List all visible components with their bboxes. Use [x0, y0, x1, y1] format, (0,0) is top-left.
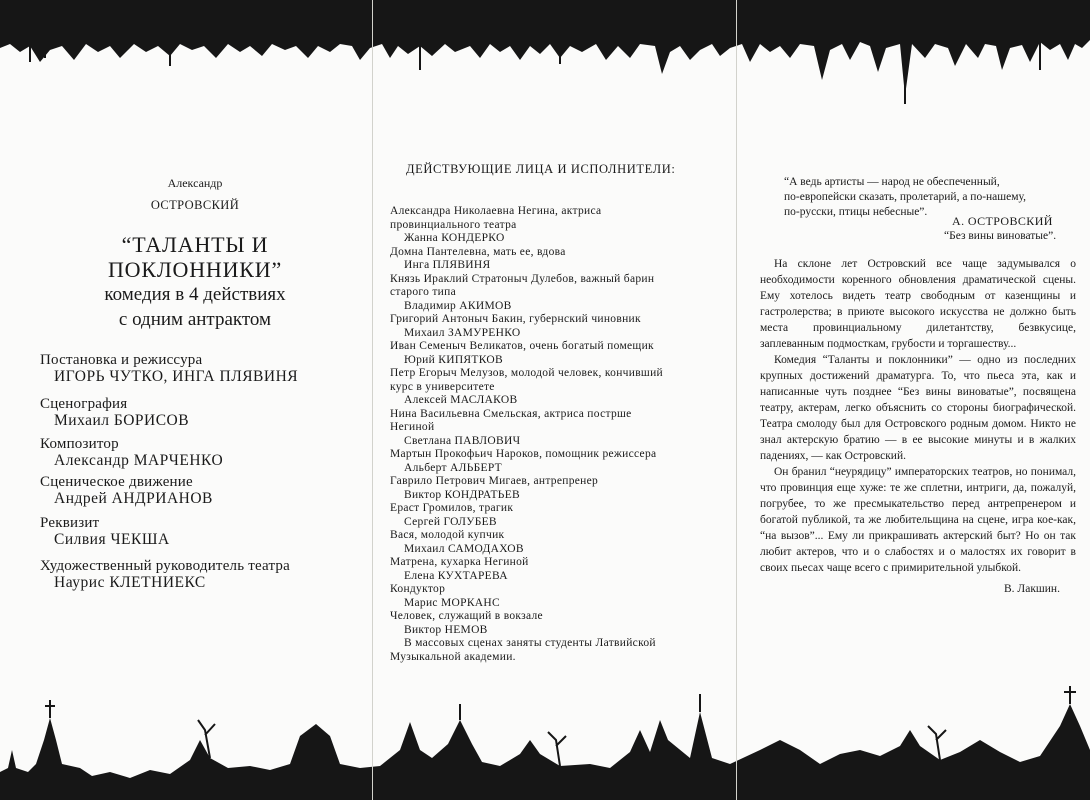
cast-role: Негиной	[390, 421, 435, 433]
cast-actor: Светлана ПАВЛОВИЧ	[404, 434, 521, 447]
credit-role: Реквизит	[40, 515, 100, 531]
play-subtitle-line2: с одним антрактом	[118, 309, 272, 330]
cast-actor: Юрий КИПЯТКОВ	[404, 353, 503, 366]
credit-name: ИГОРЬ ЧУТКО, ИНГА ПЛЯВИНЯ	[54, 368, 299, 385]
credit-role: Сценическое движение	[40, 474, 193, 490]
play-subtitle-line1: комедия в 4 действиях	[104, 284, 286, 305]
cast-actor: Марис МОРКАНС	[404, 596, 500, 609]
play-title-line2: ПОКЛОННИКИ”	[107, 257, 283, 282]
cast-actor: Михаил ЗАМУРЕНКО	[404, 326, 521, 339]
cast-actor: Михаил САМОДАХОВ	[404, 542, 524, 555]
cast-role: старого типа	[390, 286, 456, 298]
epigraph-line2: по-европейски сказать, пролетарий, а по-нашему,	[784, 191, 1026, 203]
cast-actor: Инга ПЛЯВИНЯ	[404, 259, 491, 271]
epigraph-line3: по-русски, птицы небесные”.	[784, 206, 928, 218]
cast-actor: Виктор КОНДРАТЬЕВ	[404, 488, 520, 501]
bottom-silhouette-illustration	[0, 680, 1090, 800]
cast-role: курс в университете	[390, 380, 495, 393]
credit-name: Андрей АНДРИАНОВ	[54, 490, 213, 507]
page-fold-left	[372, 0, 373, 800]
cast-actor: Елена КУХТАРЕВА	[404, 569, 508, 582]
cast-role: Кондуктор	[390, 583, 446, 595]
credit-role: Сценография	[40, 396, 128, 412]
cast-role: Матрена, кухарка Негиной	[390, 556, 529, 568]
credit-name: Александр МАРЧЕНКО	[54, 452, 224, 469]
essay-paragraph: Он бранил “неурядицу” императорских театров, но понимал, что провинция еще хуже: те же сплетни, интриги, да, пожалуй, погрубее, то же пресмыкательство перед антрепренером и богатой публикой, та же любительщина на сцене, игра кое-как, “на вызов”... Ему ли прикрашивать актерский быт? Но он так любит актеров, что и о слабостях и о малостях их говорит в своих пьесах чаще всего с примирительной улыбкой.	[760, 466, 1076, 574]
cast-heading: ДЕЙСТВУЮЩИЕ ЛИЦА И ИСПОЛНИТЕЛИ:	[406, 162, 676, 176]
cast-actor: В массовых сценах заняты студенты Латвийской	[404, 637, 656, 649]
essay-signature: В. Лакшин.	[1004, 583, 1060, 595]
credit-name: Михаил БОРИСОВ	[54, 412, 190, 429]
author-first-name-text: Александр	[167, 176, 223, 190]
cast-role: провинциального театра	[390, 218, 517, 231]
cast-actor: Жанна КОНДЕРКО	[404, 232, 505, 244]
page-fold-right	[736, 0, 737, 800]
credit-role: Композитор	[40, 436, 119, 452]
cast-role: Гаврило Петрович Мигаев, антрепренер	[390, 475, 599, 487]
epigraph-author: А. ОСТРОВСКИЙ	[952, 214, 1053, 228]
cast-role: Домна Пантелевна, мать ее, вдова	[390, 245, 566, 258]
credit-role: Художественный руководитель театра	[40, 558, 290, 574]
cast-role: Человек, служащий в вокзале	[390, 610, 543, 622]
author-last-name: ОСТРОВСКИЙ	[150, 198, 240, 212]
author-first-name	[120, 176, 270, 191]
essay-paragraph: На склоне лет Островский все чаще задумывался о необходимости коренного обновления драматической сцены. Ему хотелось видеть театр свободным от казенщины и гастролерства; в приюте высокого искусства не должно быть места провинциальному дилетантству, безвкусице, заплеванным подмосткам, грубости и торгашеству...	[760, 258, 1076, 350]
credit-name: Наурис КЛЕТНИЕКС	[54, 574, 206, 591]
cast-role: Петр Егорыч Мелузов, молодой человек, кончивший	[390, 367, 663, 379]
cast-role: Иван Семеныч Великатов, очень богатый помещик	[390, 340, 654, 352]
top-silhouette-illustration	[0, 0, 1090, 110]
epigraph-line1: “А ведь артисты — народ не обеспеченный,	[784, 176, 1000, 188]
cast-role: Музыкальной академии.	[390, 650, 516, 663]
cast-role: Князь Ираклий Стратоныч Дулебов, важный барин	[390, 272, 655, 285]
cast-role: Нина Васильевна Смельская, актриса пострше	[390, 407, 632, 420]
cast-role: Вася, молодой купчик	[390, 529, 505, 541]
cast-actor: Владимир АКИМОВ	[404, 299, 512, 312]
cast-role: Григорий Антоныч Бакин, губернский чиновник	[390, 313, 641, 325]
cast-actor: Виктор НЕМОВ	[404, 623, 488, 636]
cast-role: Мартын Прокофьич Нароков, помощник режиссера	[390, 448, 657, 460]
cast-actor: Алексей МАСЛАКОВ	[404, 394, 518, 406]
epigraph-source: “Без вины виноватые”.	[944, 230, 1057, 242]
cast-role: Ераст Громилов, трагик	[390, 502, 514, 514]
play-title-line1: “ТАЛАНТЫ И	[121, 232, 269, 257]
credit-role: Постановка и режиссура	[40, 352, 203, 368]
essay-paragraph: Комедия “Таланты и поклонники” — одно из последних крупных достижений драматурга. То, что пьеса эта, как и написанные чуть позднее “Без вины виноватые”, посвящена театру, актерам, легко объяснить со стороны биографической. Театра смолоду был для Островского родным домом. Никто не знал актерскую братию — в ее высокие минуты и в жалких падениях, — как Островский.	[760, 354, 1076, 462]
cast-role: Александра Николаевна Негина, актриса	[390, 205, 602, 217]
essay-text	[760, 256, 1076, 576]
cast-actor: Сергей ГОЛУБЕВ	[404, 515, 497, 528]
credit-name: Силвия ЧЕКША	[54, 531, 170, 548]
cast-actor: Альберт АЛЬБЕРТ	[404, 461, 502, 474]
